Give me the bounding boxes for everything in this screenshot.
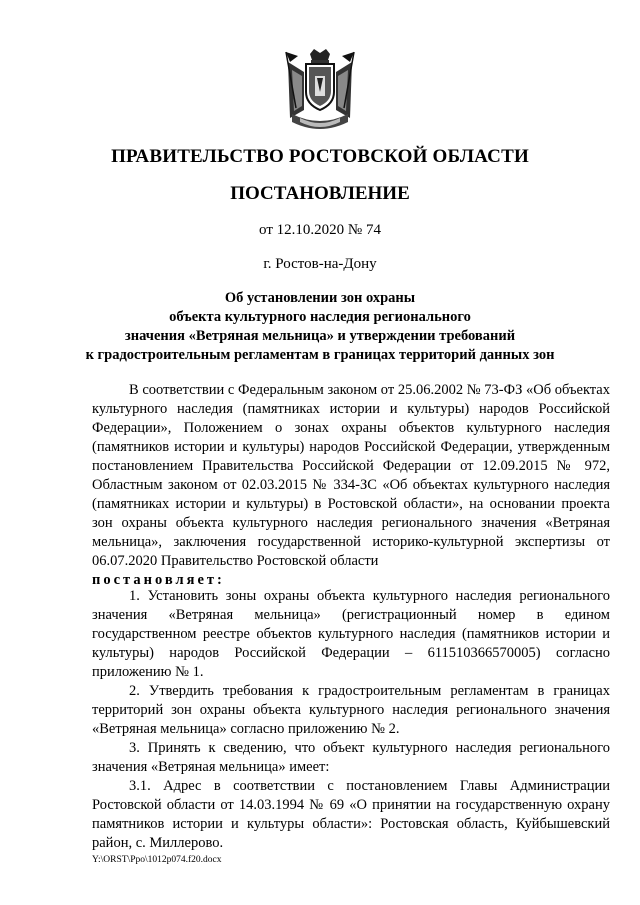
title-line: к градостроительным регламентам в границах территорий данных зон <box>85 347 555 363</box>
item-3-1: 3.1. Адрес в соответствии с постановлением Главы Администрации Ростовской области от 14.03.1994 № 69 «О принятии на государственную охрану памятников истории и культуры области»: Ростовская область, Куйбышевский район, с. Миллерово. <box>92 778 610 851</box>
preamble-paragraph <box>92 381 610 590</box>
coat-of-arms-icon <box>282 48 358 136</box>
resolution-items <box>92 587 610 853</box>
preamble-text: В соответствии с Федеральным законом от 25.06.2002 № 73-ФЗ «Об объектах культурного наследия (памятниках истории и культуры) народов Российской Федерации», Положением о зонах охраны объектов культурного наследия (памятников истории и культуры) народов Российской Федерации, утвержденным постановлением Правительства Российской Федерации от 12.09.2015 № 972, Областным законом от 02.03.2015 № 334-ЗС «Об объектах культурного наследия (памятниках истории и культуры) в Ростовской области», на основании проекта зон охраны объекта культурного наследия регионального значения «Ветряная мельница», заключения государственной историко-культурной экспертизы от 06.07.2020 Правительство Ростовской области <box>92 382 610 569</box>
document-title <box>0 289 640 365</box>
item-3: 3. Принять к сведению, что объект культурного наследия регионального значения «Ветряная мельница» имеет: <box>92 740 610 775</box>
document-type: ПОСТАНОВЛЕНИЕ <box>230 183 410 204</box>
document-date-number: от 12.10.2020 № 74 <box>259 222 381 238</box>
title-line: объекта культурного наследия регионального <box>169 309 471 325</box>
item-1: 1. Установить зоны охраны объекта культурного наследия регионального значения «Ветряная мельница» (регистрационный номер в едином государственном реестре объектов культурного наследия (памятников истории и культуры) народов Российской Федерации – 611510366570005) согласно приложению № 1. <box>92 588 610 680</box>
file-path-footer: Y:\ORST\Ppo\1012p074.f20.docx <box>92 855 222 865</box>
title-line: значения «Ветряная мельница» и утверждении требований <box>124 328 516 344</box>
item-2: 2. Утвердить требования к градостроительным регламентам в границах территорий зон охраны объекта культурного наследия регионального значения «Ветряная мельница» согласно приложению № 2. <box>92 683 610 737</box>
document-city: г. Ростов-на-Дону <box>263 256 377 272</box>
resolves-word: постановляет: <box>92 572 225 588</box>
title-line: Об установлении зон охраны <box>224 290 416 306</box>
organization-title: ПРАВИТЕЛЬСТВО РОСТОВСКОЙ ОБЛАСТИ <box>111 146 529 167</box>
